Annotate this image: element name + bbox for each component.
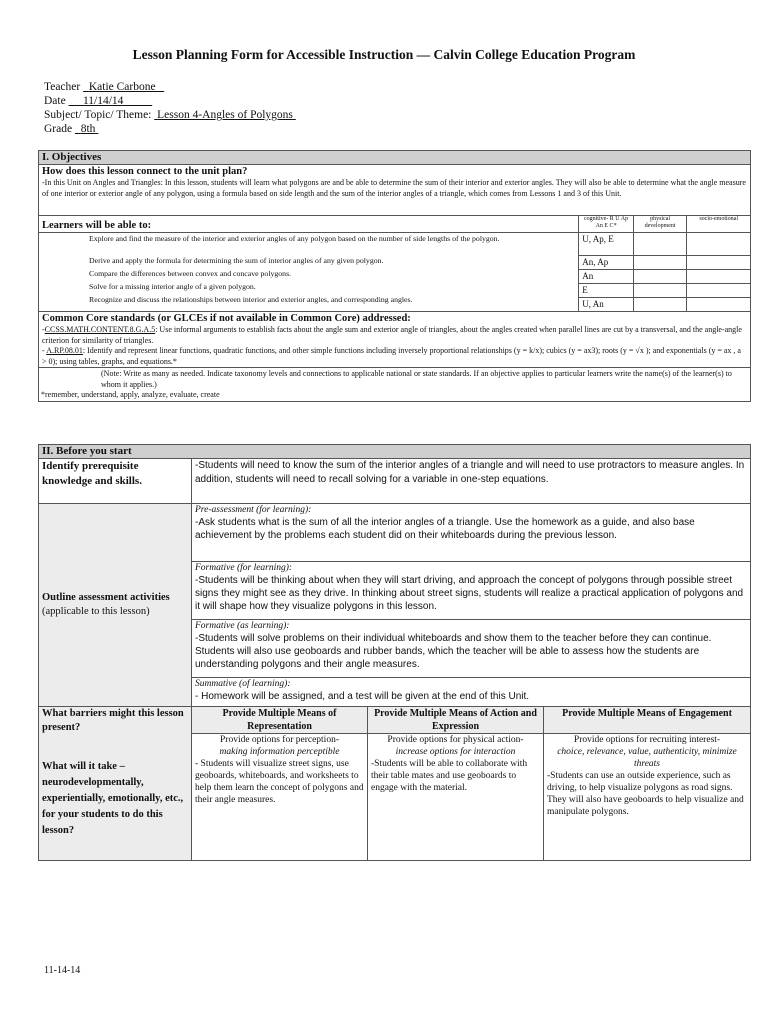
- udl-action-option: Provide options for physical action-: [387, 735, 524, 745]
- objectives-table: [38, 150, 751, 402]
- summative-text: - Homework will be assigned, and a test will be given at the end of this Unit.: [195, 691, 530, 702]
- objective-socio-cell: [687, 256, 751, 270]
- objective-item: • Solve for a missing interior angle of a given polygon.: [89, 282, 575, 295]
- objective-item: • Compare the differences between convex and concave polygons.: [89, 269, 575, 282]
- standards-cell: [39, 312, 751, 368]
- udl-engagement-option-italic: choice, relevance, value, authenticity, minimize threats: [557, 747, 737, 769]
- section-1-heading: I. Objectives: [39, 151, 751, 165]
- udl-action-cell: [368, 734, 544, 861]
- barriers-label: What barriers might this lesson present?: [42, 708, 184, 733]
- teacher-line: [44, 80, 164, 94]
- udl-action-text: -Students will be able to collaborate with their table mates and use geoboards to engage with the material.: [371, 759, 528, 793]
- standard-1-code: CCSS.MATH.CONTENT.8.G.A.5: [44, 325, 156, 334]
- objective-physical-cell: [633, 298, 687, 312]
- standard-1-text: : Use informal arguments to establish facts about the angle sum and exterior angle of triangles, about the angles created when parallel lines are cut by a transversal, and the angle-angle criterion for similarity of triangles.: [42, 325, 742, 345]
- pre-assessment-label: Pre-assessment (for learning):: [195, 505, 312, 515]
- formative-as-label: Formative (as learning):: [195, 621, 290, 631]
- summative-label: Summative (of learning):: [195, 679, 291, 689]
- assessment-label: Outline assessment activities: [42, 592, 170, 603]
- grade-line: [44, 122, 98, 136]
- col-physical: physical development: [633, 216, 687, 233]
- standard-1: -CCSS.MATH.CONTENT.8.G.A.5: Use informal arguments to establish facts about the angle sum and exterior angle of triangles, about the angles created when parallel lines are cut by a transversal, and the angle-angle criterion for similarity of triangles.: [42, 325, 742, 345]
- note-cell: [39, 368, 751, 402]
- date-label: Date: [44, 95, 66, 107]
- formative-for-cell: [192, 562, 751, 620]
- prereq-label-cell: [39, 459, 192, 504]
- udl-representation-text: - Students will visualize street signs, use geoboards, whiteboards, and worksheets to help them learn the concept of polygons and their angle measures.: [195, 759, 364, 805]
- udl-engagement-text: -Students can use an outside experience, such as driving, to help visualize polygons as road signs. They will also have geoboards to help visualize and manipulate polygons.: [547, 771, 744, 817]
- objective-item: • Explore and find the measure of the interior and exterior angles of any polygon based on the number of side lengths of the polygon.: [89, 234, 575, 256]
- objective-item: • Recognize and discuss the relationships between interior and exterior angles, and corresponding angles.: [89, 295, 575, 308]
- grade-value: 8th: [80, 123, 96, 135]
- assessment-sublabel: (applicable to this lesson): [42, 606, 150, 617]
- formative-as-cell: [192, 620, 751, 678]
- udl-action-head: Provide Multiple Means of Action and Expression: [368, 707, 544, 734]
- udl-engagement-head: Provide Multiple Means of Engagement: [544, 707, 751, 734]
- objective-code: U, Ap, E: [579, 233, 634, 256]
- objective-code: An, Ap: [579, 256, 634, 270]
- subject-line: [44, 108, 296, 122]
- objective-socio-cell: [687, 298, 751, 312]
- udl-representation-option: Provide options for perception-: [220, 735, 339, 745]
- standard-2-text: : Identify and represent linear functions, quadratic functions, and other simple functions including inversely proportional relationships (y = k/x); cubics (y = ax3); roots (y = √x ); and exponentials (y = ax , a > 0); using tables, graphs, and equations.*: [42, 346, 741, 366]
- objective-socio-cell: [687, 284, 751, 298]
- unit-connection-cell: [39, 165, 751, 216]
- objective-code: E: [579, 284, 634, 298]
- formative-as-text: -Students will solve problems on their individual whiteboards and show them to the teacher before they can continue. Students will also use geoboards and rubber bands, which the teacher will be able to assess how the students are understanding polygons and their angle measures.: [195, 633, 712, 670]
- subject-label: Subject/ Topic/ Theme:: [44, 109, 152, 121]
- objectives-list: [42, 234, 575, 308]
- learners-label: Learners will be able to:: [42, 220, 152, 231]
- udl-engagement-option: Provide options for recruiting interest-: [573, 735, 721, 745]
- prereq-text: -Students will need to know the sum of the interior angles of a triangle and will need to use protractors to measure angles. In addition, students will need to recall solving for a variable in one-step equations.: [192, 459, 751, 504]
- objective-physical-cell: [633, 270, 687, 284]
- objective-socio-cell: [687, 270, 751, 284]
- objective-code: U, An: [579, 298, 634, 312]
- form-title: Lesson Planning Form for Accessible Instruction — Calvin College Education Program: [132, 47, 636, 62]
- standards-label: Common Core standards (or GLCEs if not available in Common Core) addressed:: [42, 313, 411, 324]
- teacher-value: Katie Carbone: [88, 81, 156, 93]
- unit-connection-answer: -In this Unit on Angles and Triangles: In this lesson, students will learn what polygons are and be able to determine the sum of their interior and exterior angles. They will also be able to determine what the angle measure of one interior or exterior angle of any polygon, using a formula based on side length and the sum of the interior angles of a triangle, which comes from Lessons 1 and 3 of this Unit.: [42, 178, 746, 198]
- col-cognitive: cognitive- R U Ap An E C*: [579, 216, 634, 233]
- date-value: 11/14/14: [82, 95, 124, 107]
- objective-physical-cell: [633, 256, 687, 270]
- pre-assessment-text: -Ask students what is the sum of all the interior angles of a triangle. Use the homework as a guide, and also base achievement by the problems each student did on their whiteboards during the previous lesson.: [195, 517, 695, 541]
- objective-physical-cell: [633, 284, 687, 298]
- note-text: (Note: Write as many as needed. Indicate taxonomy levels and connections to applicable national or state standards. If an objective applies to particular learners write the name(s) of the learner(s) to whom it applies.): [101, 369, 732, 389]
- udl-engagement-cell: [544, 734, 751, 861]
- barriers-label-cell: [39, 707, 192, 861]
- pre-assessment-cell: [192, 504, 751, 562]
- page-footer-date: 11-14-14: [44, 965, 81, 976]
- objective-socio-cell: [687, 233, 751, 256]
- formative-for-label: Formative (for learning):: [195, 563, 293, 573]
- objective-code: An: [579, 270, 634, 284]
- taxonomy-footnote: *remember, understand, apply, analyze, evaluate, create: [41, 390, 220, 399]
- udl-representation-cell: [192, 734, 368, 861]
- grade-label: Grade: [44, 123, 73, 135]
- subject-value: Lesson 4-Angles of Polygons: [157, 109, 293, 121]
- objective-item: • Derive and apply the formula for determining the sum of interior angles of any given polygon.: [89, 256, 575, 269]
- unit-connection-question: How does this lesson connect to the unit plan?: [42, 166, 248, 177]
- standard-2-code: A.RP.08.01: [46, 346, 83, 355]
- udl-representation-head: Provide Multiple Means of Representation: [192, 707, 368, 734]
- date-line: [44, 94, 152, 108]
- section-2-heading: II. Before you start: [39, 445, 751, 459]
- learners-label-cell: [39, 216, 579, 233]
- objective-physical-cell: [633, 233, 687, 256]
- what-will-it-take-label: What will it take – neurodevelopmentally, experientially, emotionally, etc., for your students to do this lesson?: [42, 761, 184, 836]
- prereq-label: Identify prerequisite knowledge and skills.: [42, 460, 142, 487]
- objectives-list-cell: [39, 233, 579, 312]
- udl-representation-option-italic: making information perceptible: [219, 747, 340, 757]
- teacher-label: Teacher: [44, 81, 81, 93]
- before-you-start-table: [38, 444, 751, 861]
- col-socio: socio-emotional: [687, 216, 751, 233]
- summative-cell: [192, 678, 751, 707]
- standard-2: - A.RP.08.01: Identify and represent linear functions, quadratic functions, and other simple functions including inversely proportional relationships (y = k/x); cubics (y = ax3); roots (y = √x ); and exponentials (y = ax , a > 0); using tables, graphs, and equations.*: [42, 346, 741, 366]
- udl-action-option-italic: increase options for interaction: [395, 747, 516, 757]
- formative-for-text: -Students will be thinking about when they will start driving, and approach the concept of polygons through possible street signs they might see as they drive. In thinking about street signs, students will realize a practical application of polygons and it will shape how they visualize polygons in this lesson.: [195, 575, 744, 612]
- assessment-label-cell: [39, 504, 192, 707]
